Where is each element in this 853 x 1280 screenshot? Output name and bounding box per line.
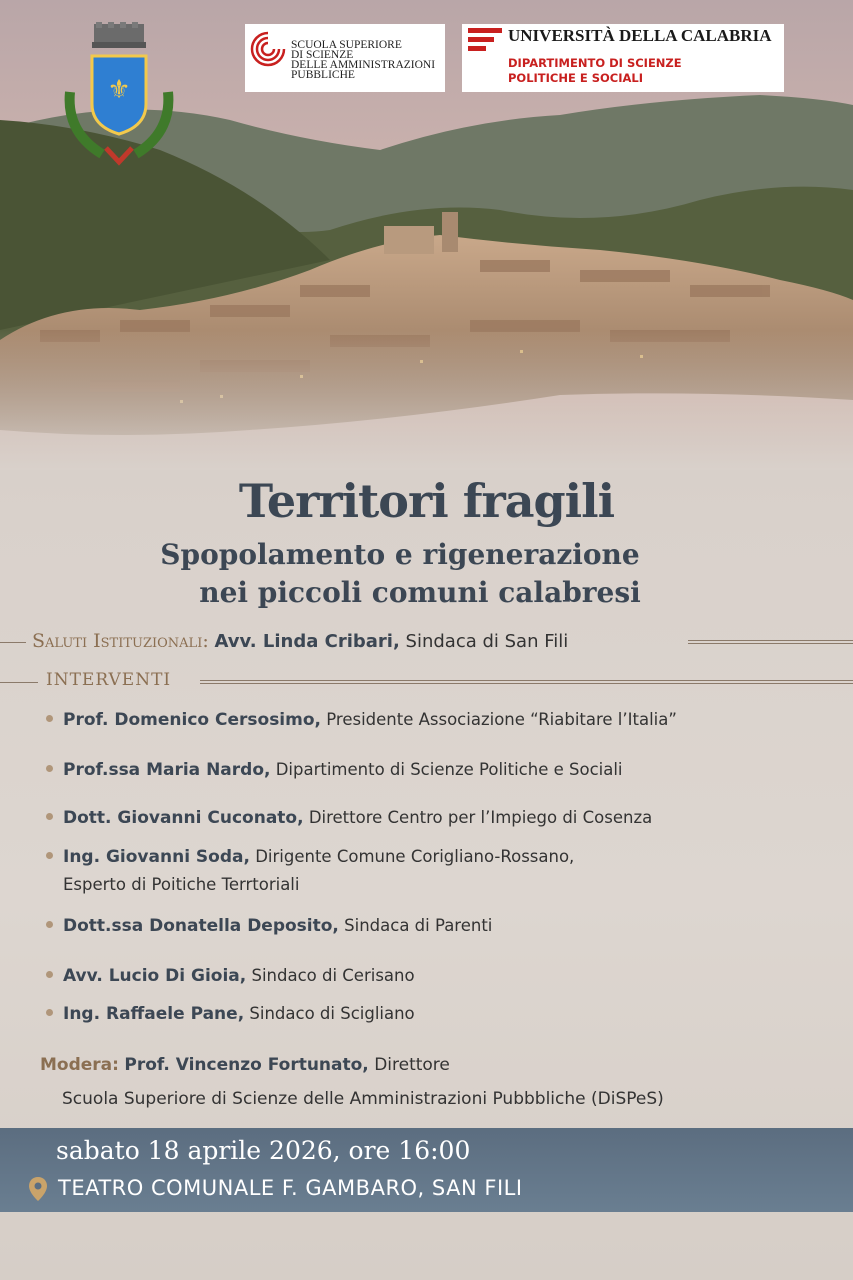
interventi-header bbox=[0, 670, 853, 696]
moderator-affiliation: Scuola Superiore di Scienze delle Amministrazioni Pubbbliche (DiSPeS) bbox=[62, 1089, 664, 1109]
bullet-icon bbox=[46, 852, 53, 859]
poster-subtitle-line2: nei piccoli comuni calabresi bbox=[199, 576, 641, 609]
list-item: Ing. Giovanni Soda, Dirigente Comune Corigliano-Rossano, Esperto di Poitiche Terrtoriali bbox=[46, 847, 574, 894]
sssap-logo bbox=[245, 24, 445, 92]
list-item: Ing. Raffaele Pane, Sindaco di Scigliano bbox=[46, 1004, 415, 1024]
sssap-name: SCUOLA SUPERIORE DI SCIENZE DELLE AMMINISTRAZIONI PUBBLICHE bbox=[291, 39, 436, 81]
unical-name: UNIVERSITÀ DELLA CALABRIA bbox=[508, 26, 772, 45]
list-item: Dott. Giovanni Cuconato, Direttore Centro per l’Impiego di Cosenza bbox=[46, 808, 652, 828]
unical-logo bbox=[462, 24, 784, 92]
bullet-icon bbox=[46, 765, 53, 772]
unical-emblem-icon bbox=[468, 28, 502, 52]
poster-title: Territori fragili bbox=[238, 474, 615, 528]
bullet-icon bbox=[46, 813, 53, 820]
list-item: Prof. Domenico Cersosimo, Presidente Associazione “Riabitare l’Italia” bbox=[46, 710, 677, 730]
saluti-section bbox=[0, 628, 853, 658]
svg-text:⚜: ⚜ bbox=[107, 75, 131, 105]
bullet-icon bbox=[46, 1009, 53, 1016]
saluti-role: Sindaca di San Fili bbox=[405, 631, 569, 652]
sssap-spiral-icon bbox=[249, 30, 287, 68]
event-date: sabato 18 aprile 2026, ore 16:00 bbox=[56, 1136, 471, 1165]
poster-subtitle-line1: Spopolamento e rigenerazione bbox=[160, 538, 640, 571]
bullet-icon bbox=[46, 715, 53, 722]
location-pin-icon bbox=[28, 1176, 48, 1202]
saluti-name: Avv. Linda Cribari, bbox=[214, 631, 400, 652]
bullet-icon bbox=[46, 921, 53, 928]
list-item: Avv. Lucio Di Gioia, Sindaco di Cerisano bbox=[46, 966, 415, 986]
saluti-label: Saluti Istituzionali: bbox=[32, 630, 209, 652]
moderator: Modera: Prof. Vincenzo Fortunato, Direttore bbox=[40, 1055, 450, 1075]
list-item: Prof.ssa Maria Nardo, Dipartimento di Scienze Politiche e Sociali bbox=[46, 760, 623, 780]
divider bbox=[688, 640, 853, 644]
list-item: Dott.ssa Donatella Deposito, Sindaca di Parenti bbox=[46, 916, 492, 936]
divider bbox=[0, 642, 26, 643]
municipal-coat-of-arms-icon bbox=[62, 22, 176, 168]
divider bbox=[0, 682, 38, 683]
event-venue: TEATRO COMUNALE F. GAMBARO, SAN FILI bbox=[58, 1176, 523, 1200]
unical-department: DIPARTIMENTO DI SCIENZE POLITICHE E SOCIALI bbox=[508, 56, 682, 85]
divider bbox=[200, 680, 853, 684]
interventi-label: INTERVENTI bbox=[46, 670, 172, 690]
bullet-icon bbox=[46, 971, 53, 978]
